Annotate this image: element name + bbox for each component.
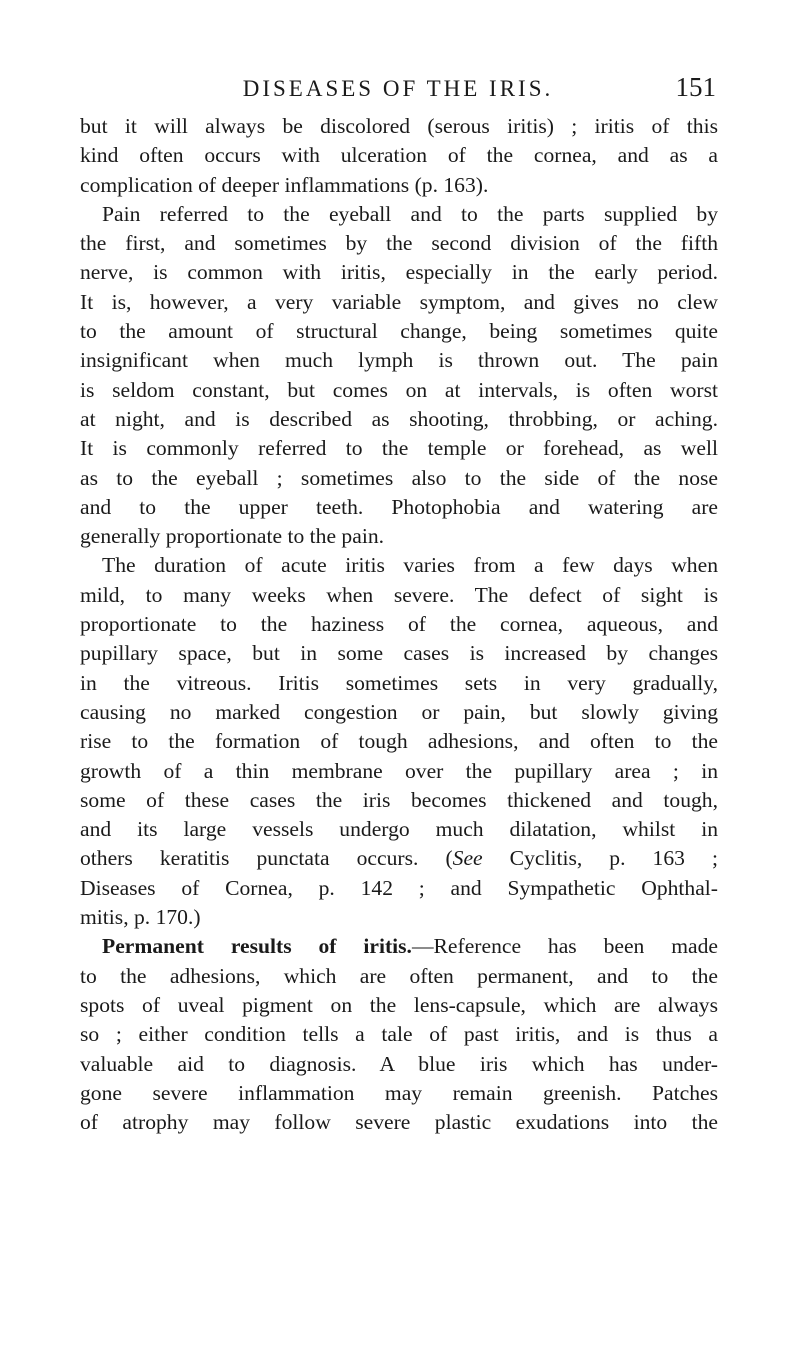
- text-line: pupillary space, but in some cases is increased by changes: [80, 641, 718, 666]
- text-line: nerve, is common with iritis, especially in the early period.: [80, 260, 718, 285]
- text-line: generally proportionate to the pain.: [80, 524, 385, 549]
- text-line: rise to the formation of tough adhesions, and often to the: [80, 729, 718, 754]
- text-line: gone severe inflammation may remain greenish. Patches: [80, 1080, 718, 1105]
- text-line: spots of uveal pigment on the lens-capsule, which are always: [80, 992, 718, 1017]
- text-line: Permanent results of iritis.—Reference has been made: [102, 934, 718, 959]
- section-heading: Permanent results of iritis.: [102, 934, 412, 959]
- text-line: and its large vessels undergo much dilatation, whilst in: [80, 817, 718, 842]
- text-line: growth of a thin membrane over the pupillary area ; in: [80, 758, 718, 783]
- text-line: kind often occurs with ulceration of the cornea, and as a: [80, 143, 718, 168]
- text-line: so ; either condition tells a tale of past iritis, and is thus a: [80, 1022, 718, 1047]
- page-number: 151: [675, 72, 716, 102]
- text-line: to the adhesions, which are often permanent, and to the: [80, 963, 718, 988]
- text-line: mild, to many weeks when severe. The defect of sight is: [80, 582, 718, 607]
- text-line: some of these cases the iris becomes thickened and tough,: [80, 787, 718, 812]
- text-line: Diseases of Cornea, p. 142 ; and Sympathetic Ophthal-: [80, 875, 718, 900]
- text-line: at night, and is described as shooting, throbbing, or aching.: [80, 406, 718, 431]
- text-line: It is, however, a very variable symptom, and gives no clew: [80, 289, 718, 314]
- see-reference: See: [452, 846, 483, 871]
- text-line: others keratitis punctata occurs. (See Cyclitis, p. 163 ;: [80, 846, 718, 871]
- running-head: [80, 72, 716, 108]
- text-line: complication of deeper inflammations (p. 163).: [80, 172, 489, 197]
- text-line: proportionate to the haziness of the cornea, aqueous, and: [80, 612, 718, 637]
- text-line: to the amount of structural change, being sometimes quite: [80, 319, 718, 344]
- text-line: valuable aid to diagnosis. A blue iris which has under-: [80, 1051, 718, 1076]
- text-line: It is commonly referred to the temple or forehead, as well: [80, 436, 718, 461]
- text-line: The duration of acute iritis varies from a few days when: [102, 553, 718, 578]
- text-line: causing no marked congestion or pain, but slowly giving: [80, 699, 718, 724]
- text-line: as to the eyeball ; sometimes also to the side of the nose: [80, 465, 718, 490]
- text-line: is seldom constant, but comes on at intervals, is often worst: [80, 377, 718, 402]
- text-line: in the vitreous. Iritis sometimes sets in very gradually,: [80, 670, 718, 695]
- text-line: the first, and sometimes by the second division of the fifth: [80, 231, 718, 256]
- text-line: insignificant when much lymph is thrown out. The pain: [80, 348, 718, 373]
- text-line: and to the upper teeth. Photophobia and watering are: [80, 494, 718, 519]
- running-title: DISEASES OF THE IRIS.: [242, 76, 554, 101]
- text-line: but it will always be discolored (serous iritis) ; iritis of this: [80, 114, 718, 138]
- text-line: mitis, p. 170.): [80, 905, 201, 930]
- text-line: Pain referred to the eyeball and to the parts supplied by: [102, 201, 718, 226]
- text-line: of atrophy may follow severe plastic exudations into the: [80, 1110, 718, 1135]
- body-text: [80, 112, 718, 1137]
